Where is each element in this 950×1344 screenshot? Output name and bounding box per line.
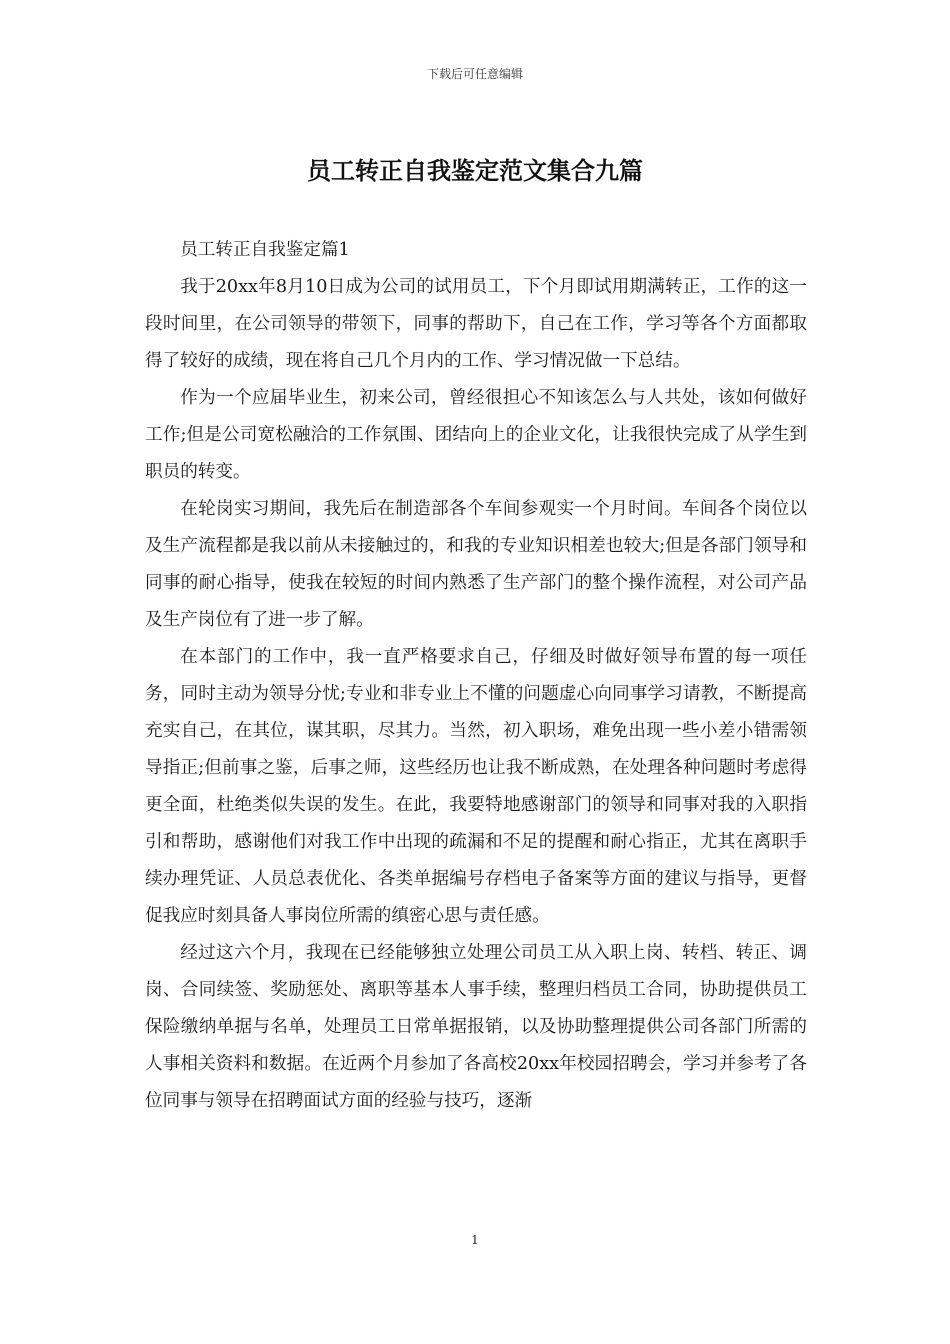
- paragraph-2: 作为一个应届毕业生，初来公司，曾经很担心不知该怎么与人共处，该如何做好工作;但是公司宽松融洽的工作氛围、团结向上的企业文化，让我很快完成了从学生到职员的转变。: [145, 388, 807, 482]
- paragraph-1: 我于20xx年8月10日成为公司的试用员工，下个月即试用期满转正，工作的这一段时间里，在公司领导的带领下，同事的帮助下，自己在工作，学习等各个方面都取得了较好的成绩，现在将自己几个月内的工作、学习情况做一下总结。: [145, 277, 807, 371]
- paragraph-4: 在本部门的工作中，我一直严格要求自己，仔细及时做好领导布置的每一项任务，同时主动为领导分忧;专业和非专业上不懂的问题虚心向同事学习请教，不断提高充实自己，在其位，谋其职，尽其力。当然，初入职场，难免出现一些小差小错需领导指正;但前事之鉴，后事之师，这些经历也让我不断成熟，在处理各种问题时考虑得更全面，杜绝类似失误的发生。在此，我要特地感谢部门的领导和同事对我的入职指引和帮助，感谢他们对我工作中出现的疏漏和不足的提醒和耐心指正，尤其在离职手续办理凭证、人员总表优化、各类单据编号存档电子备案等方面的建议与指导，更督促我应时刻具备人事岗位所需的缜密心思与责任感。: [145, 647, 807, 926]
- page-header: 下载后可任意编辑: [426, 67, 523, 81]
- page-number: 1: [471, 1233, 479, 1247]
- section-heading: 员工转正自我鉴定篇1: [180, 240, 350, 260]
- document-body: [145, 232, 807, 1120]
- paragraph-3: 在轮岗实习期间，我先后在制造部各个车间参观实一个月时间。车间各个岗位以及生产流程都是我以前从未接触过的，和我的专业知识相差也较大;但是各部门领导和同事的耐心指导，使我在较短的时间内熟悉了生产部门的整个操作流程，对公司产品及生产岗位有了进一步了解。: [145, 499, 807, 630]
- paragraph-5: 经过这六个月，我现在已经能够独立处理公司员工从入职上岗、转档、转正、调岗、合同续签、奖励惩处、离职等基本人事手续，整理归档员工合同，协助提供员工保险缴纳单据与名单，处理员工日常单据报销，以及协助整理提供公司各部门所需的人事相关资料和数据。在近两个月参加了各高校20xx年校园招聘会，学习并参考了各位同事与领导在招聘面试方面的经验与技巧，逐渐: [145, 943, 807, 1111]
- document-title: 员工转正自我鉴定范文集合九篇: [307, 156, 643, 185]
